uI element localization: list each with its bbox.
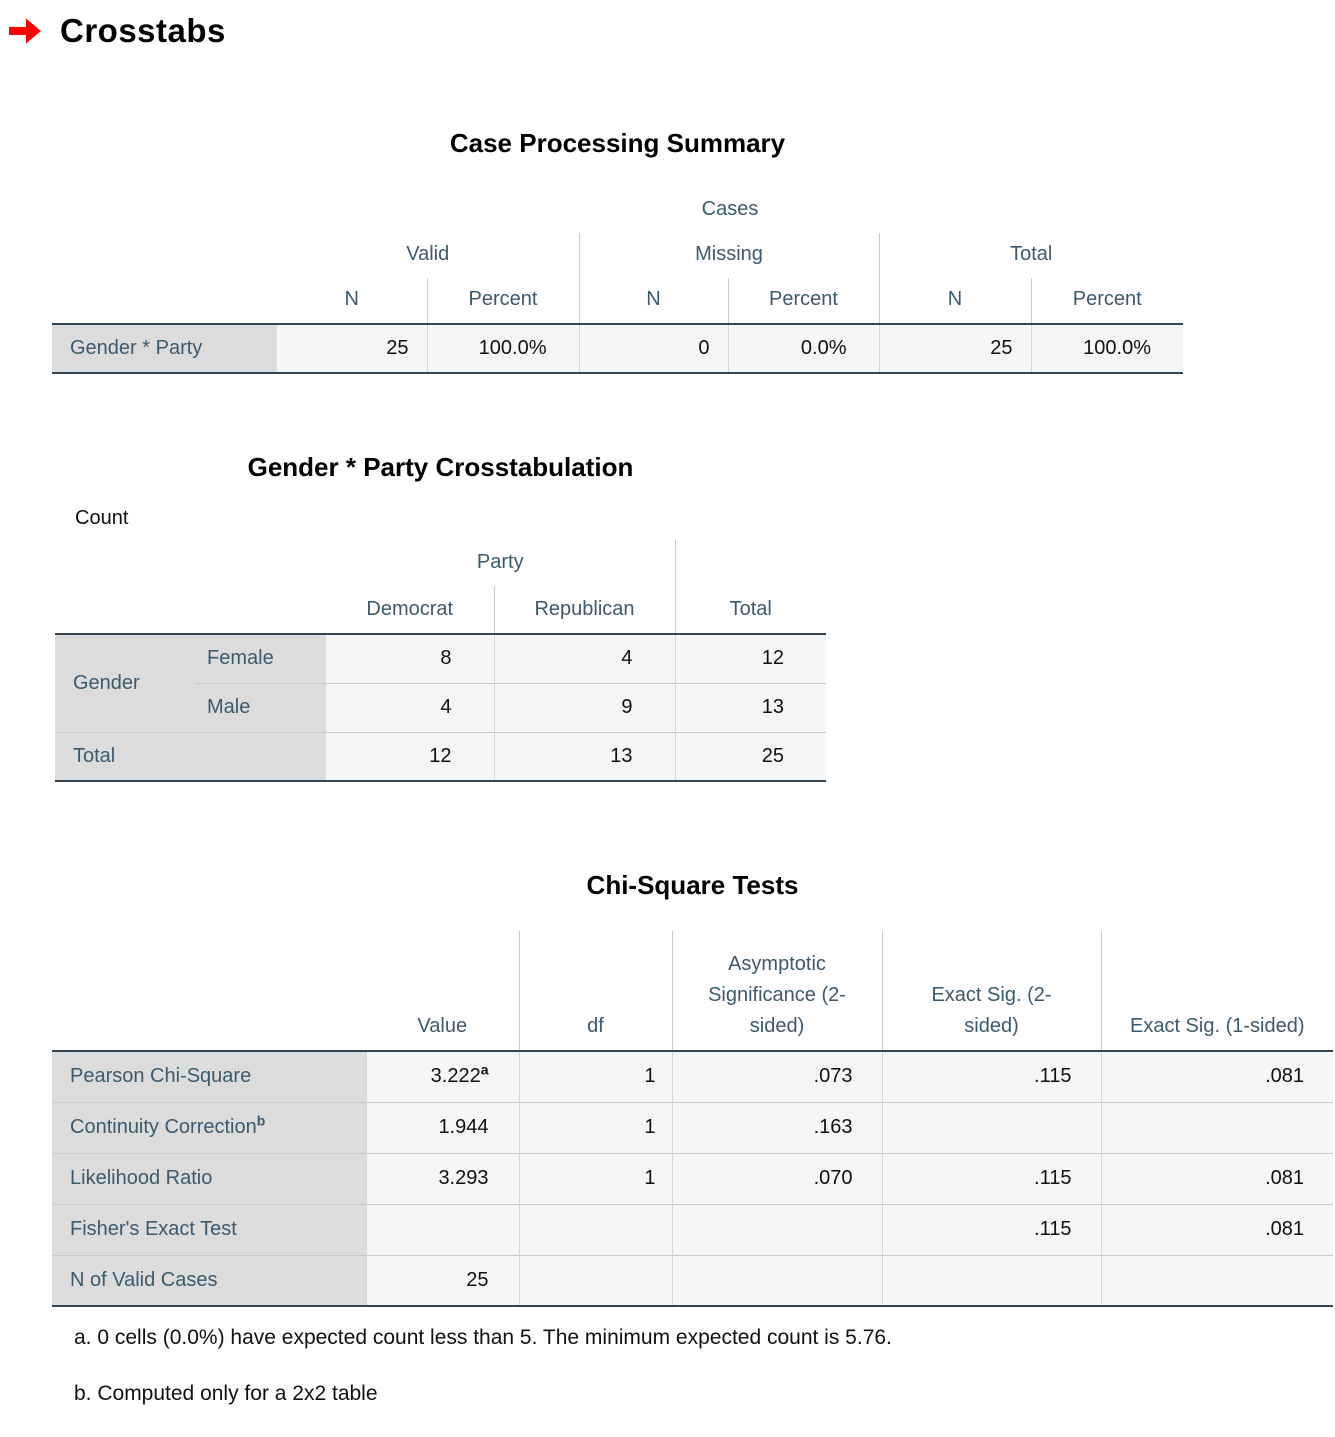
crosstabulation-block xyxy=(55,452,826,782)
asymp-sig-cell: .163 xyxy=(672,1102,882,1153)
cases-spanner: Cases xyxy=(701,198,759,220)
cell-female-republican: 4 xyxy=(494,634,675,683)
table-row xyxy=(52,1204,1333,1255)
exact-sig-1-cell xyxy=(1101,1102,1333,1153)
table-row xyxy=(52,1102,1333,1153)
democrat-header: Democrat xyxy=(366,598,454,620)
missing-percent-header: Percent xyxy=(728,278,879,324)
cell-female-total: 12 xyxy=(675,634,826,683)
table-row xyxy=(52,1153,1333,1204)
cell-total-total: 25 xyxy=(675,732,826,781)
asymp-sig-cell: .073 xyxy=(672,1051,882,1102)
total-row-label: Total xyxy=(55,732,326,781)
valid-percent-value: 100.0% xyxy=(427,324,579,373)
exact-sig-1-cell: .081 xyxy=(1101,1204,1333,1255)
exact-sig-2-cell xyxy=(882,1255,1101,1306)
crosstabulation-table[interactable] xyxy=(55,540,826,782)
value-cell: 1.944 xyxy=(366,1102,519,1153)
valid-percent-header: Percent xyxy=(427,278,579,324)
output-heading-title: Crosstabs xyxy=(60,12,226,49)
footnote-a: a. 0 cells (0.0%) have expected count less than 5. The minimum expected count is 5.76. xyxy=(74,1326,892,1349)
total-n-value: 25 xyxy=(879,324,1031,373)
value-header: Value xyxy=(417,1015,468,1037)
cell-total-republican: 13 xyxy=(494,732,675,781)
total-col-header: Total xyxy=(675,586,826,634)
value-cell xyxy=(366,1204,519,1255)
exact-sig-1-cell xyxy=(1101,1255,1333,1306)
stub-spacer xyxy=(52,931,366,1051)
cell-female-democrat: 8 xyxy=(326,634,494,683)
cell-male-total: 13 xyxy=(675,683,826,732)
exact-sig-2-cell: .115 xyxy=(882,1204,1101,1255)
df-cell xyxy=(519,1255,672,1306)
output-heading xyxy=(8,12,226,50)
table-row xyxy=(52,1255,1333,1306)
asymp-sig-cell xyxy=(672,1255,882,1306)
df-header: df xyxy=(519,931,672,1051)
asymp-sig-cell xyxy=(672,1204,882,1255)
cell-male-democrat: 4 xyxy=(326,683,494,732)
row-label-female: Female xyxy=(195,634,326,683)
value-cell: 25 xyxy=(366,1255,519,1306)
df-cell: 1 xyxy=(519,1051,672,1102)
df-cell xyxy=(519,1204,672,1255)
asymp-sig-header: Asymptotic Significance (2-sided) xyxy=(672,931,882,1051)
total-n-header: N xyxy=(879,278,1031,324)
crosstabulation-title: Gender * Party Crosstabulation xyxy=(247,452,634,482)
exact-sig-2-cell: .115 xyxy=(882,1153,1101,1204)
exact-sig-2-cell xyxy=(882,1102,1101,1153)
exact-sig-2-cell: .115 xyxy=(882,1051,1101,1102)
row-label: Fisher's Exact Test xyxy=(52,1204,366,1255)
total-percent-header: Percent xyxy=(1031,278,1183,324)
gender-dimension-label: Gender xyxy=(55,634,195,732)
valid-n-value: 25 xyxy=(277,324,427,373)
stub-spacer xyxy=(52,233,277,278)
case-processing-title: Case Processing Summary xyxy=(449,128,786,158)
asymp-sig-cell: .070 xyxy=(672,1153,882,1204)
stub-spacer xyxy=(52,187,277,233)
table-row xyxy=(52,324,1183,373)
chi-square-table[interactable] xyxy=(52,931,1333,1307)
value-cell: 3.293 xyxy=(366,1153,519,1204)
row-label: Pearson Chi-Square xyxy=(52,1051,366,1102)
value-cell: 3.222$^a$ xyxy=(366,1051,519,1102)
case-processing-summary-block xyxy=(52,128,1183,374)
table-row-total xyxy=(55,732,826,781)
missing-group-header: Missing xyxy=(579,233,879,278)
chi-square-tests-block xyxy=(52,870,1333,1437)
table-row xyxy=(52,1051,1333,1102)
stub-spacer xyxy=(52,278,277,324)
table-row xyxy=(55,634,826,683)
exact-sig-1-header: Exact Sig. (1-sided) xyxy=(1101,931,1333,1051)
missing-n-value: 0 xyxy=(579,324,728,373)
stub-spacer xyxy=(55,586,326,634)
case-processing-table[interactable] xyxy=(52,187,1183,374)
total-col-spacer xyxy=(675,540,826,586)
output-marker-arrow-icon[interactable] xyxy=(8,18,42,44)
total-percent-value: 100.0% xyxy=(1031,324,1183,373)
republican-header: Republican xyxy=(494,586,675,634)
missing-percent-value: 0.0% xyxy=(728,324,879,373)
party-spanner: Party xyxy=(476,551,524,573)
exact-sig-1-cell: .081 xyxy=(1101,1051,1333,1102)
cell-total-democrat: 12 xyxy=(326,732,494,781)
count-label: Count xyxy=(75,507,129,529)
df-cell: 1 xyxy=(519,1153,672,1204)
valid-n-header: N xyxy=(344,288,359,310)
row-label: N of Valid Cases xyxy=(52,1255,366,1306)
row-label: Gender * Party xyxy=(52,324,277,373)
chi-square-footnotes xyxy=(74,1325,1333,1407)
exact-sig-2-header: Exact Sig. (2-sided) xyxy=(882,931,1101,1051)
footnote-b: b. Computed only for a 2x2 table xyxy=(74,1382,378,1405)
missing-n-header: N xyxy=(579,278,728,324)
df-cell: 1 xyxy=(519,1102,672,1153)
total-group-header: Total xyxy=(879,233,1183,278)
exact-sig-1-cell: .081 xyxy=(1101,1153,1333,1204)
stub-spacer xyxy=(55,540,326,586)
valid-group-header: Valid xyxy=(406,243,450,265)
cell-male-republican: 9 xyxy=(494,683,675,732)
row-label: Likelihood Ratio xyxy=(52,1153,366,1204)
row-label-male: Male xyxy=(195,683,326,732)
chi-square-title: Chi-Square Tests xyxy=(586,870,799,900)
row-label: Continuity Correction$^b$ xyxy=(52,1102,366,1153)
